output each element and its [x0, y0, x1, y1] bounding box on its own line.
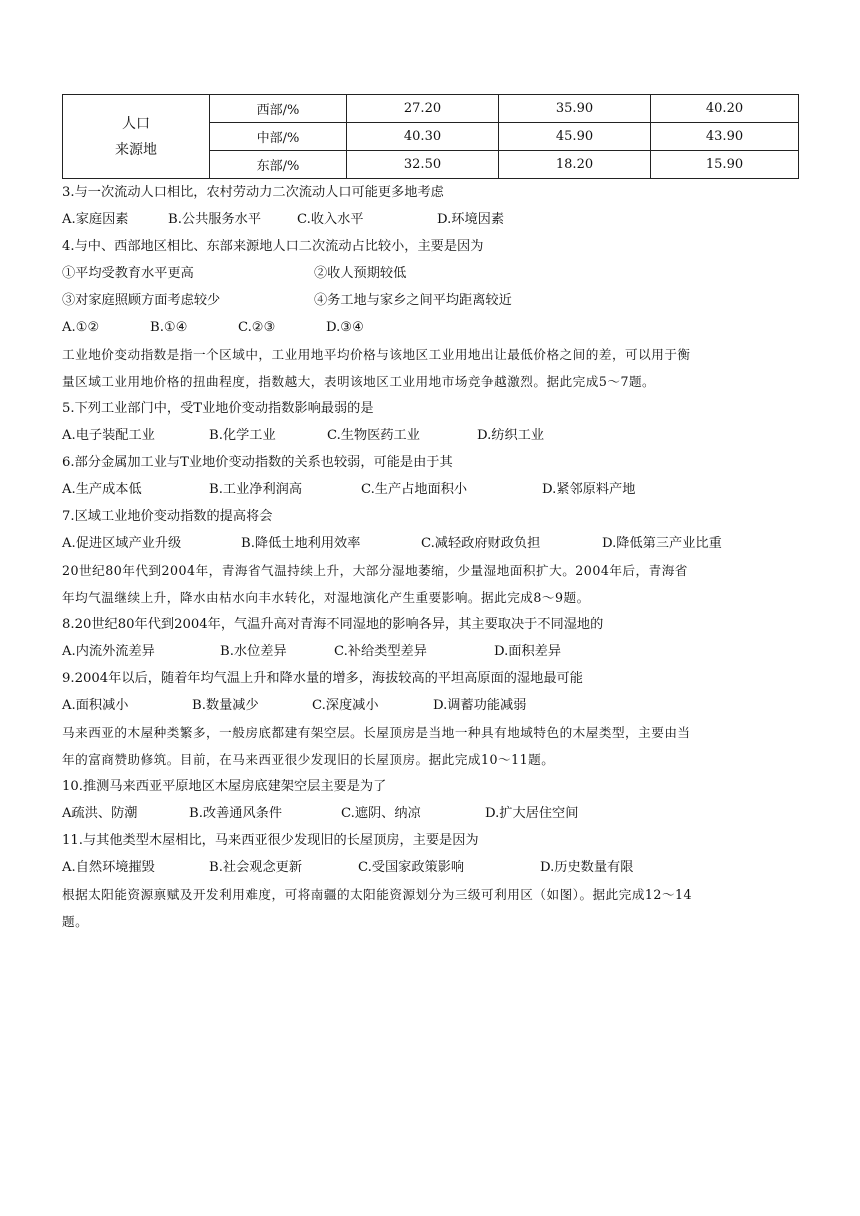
option-c[interactable]: C.生产占地面积小: [361, 482, 468, 497]
question-11-stem: 11.与其他类型木屋相比，马来西亚很少发现旧的长屋顶房，主要是因为: [62, 833, 479, 848]
option-d[interactable]: D.环境因素: [437, 212, 505, 227]
option-c[interactable]: C.减轻政府财政负担: [421, 536, 541, 551]
question-4-stem: 4.与中、西部地区相比、东部来源地人口二次流动占比较小，主要是因为: [62, 239, 484, 254]
table-cell: 35.90: [499, 95, 651, 123]
option-c[interactable]: C.受国家政策影响: [358, 860, 465, 875]
option-a[interactable]: A.电子装配工业: [62, 428, 155, 443]
option-d[interactable]: D.历史数量有限: [540, 860, 634, 875]
option-b[interactable]: B.数量减少: [192, 698, 259, 713]
row-header-line: 来源地: [115, 141, 157, 158]
option-d[interactable]: D.降低第三产业比重: [602, 536, 722, 551]
option-c[interactable]: C.补给类型差异: [334, 644, 427, 659]
statement-2: ②收人预期较低: [314, 266, 407, 281]
option-a[interactable]: A.自然环境摧毁: [62, 860, 155, 875]
table-cell: 15.90: [651, 151, 799, 179]
passage-line: 题。: [62, 914, 89, 929]
option-b[interactable]: B.改善通风条件: [189, 806, 283, 821]
option-b[interactable]: B.公共服务水平: [168, 212, 262, 227]
option-d[interactable]: D.③④: [326, 320, 364, 335]
option-a[interactable]: A.生产成本低: [62, 482, 142, 497]
table-cell: 40.20: [651, 95, 799, 123]
option-b[interactable]: B.降低土地利用效率: [241, 536, 361, 551]
option-a[interactable]: A.面积减小: [62, 698, 129, 713]
question-9-options: [62, 692, 798, 719]
table-cell: 40.30: [347, 123, 499, 151]
option-a[interactable]: A.家庭因素: [62, 212, 129, 227]
question-10-stem: 10.推测马来西亚平原地区木屋房底建架空层主要是为了: [62, 779, 387, 794]
passage-line: 马来西亚的木屋种类繁多，一般房底都建有架空层。长屋顶房是当地一种具有地域特色的木屋类型，主要由当: [62, 725, 691, 740]
table-cell: 18.20: [499, 151, 651, 179]
question-7-options: [62, 530, 798, 557]
question-3-options: [62, 206, 798, 233]
option-a[interactable]: A疏洪、防潮: [62, 806, 138, 821]
table-cell-label: 东部/%: [210, 151, 347, 179]
option-c[interactable]: C.收入水平: [297, 212, 364, 227]
option-b[interactable]: B.化学工业: [209, 428, 276, 443]
question-6-options: [62, 476, 798, 503]
option-d[interactable]: D.面积差异: [494, 644, 562, 659]
option-d[interactable]: D.扩大居住空间: [485, 806, 579, 821]
question-11-options: [62, 854, 798, 881]
table-cell: 45.90: [499, 123, 651, 151]
option-c[interactable]: C.遮阴、纳凉: [341, 806, 421, 821]
option-b[interactable]: B.①④: [150, 320, 188, 335]
question-9-stem: 9.2004年以后，随着年均气温上升和降水量的增多，海拔较高的平坦高原面的湿地最可能: [62, 671, 583, 686]
question-5-options: [62, 422, 798, 449]
passage-line: 年的富商赞助修筑。目前，在马来西亚很少发现旧的长屋顶房。据此完成10～11题。: [62, 752, 555, 767]
passage-line: 根据太阳能资源禀赋及开发利用难度，可将南疆的太阳能资源划分为三级可利用区（如图）。据此完成12～14: [62, 887, 693, 902]
row-header-line: 人口: [122, 115, 150, 132]
question-7-stem: 7.区域工业地价变动指数的提高将会: [62, 509, 273, 524]
option-d[interactable]: D.纺织工业: [477, 428, 545, 443]
option-b[interactable]: B.社会观念更新: [209, 860, 303, 875]
table-cell: 43.90: [651, 123, 799, 151]
option-a[interactable]: A.内流外流差异: [62, 644, 155, 659]
table-row: [63, 95, 799, 123]
question-10-options: [62, 800, 798, 827]
passage-line: 工业地价变动指数是指一个区域中，工业用地平均价格与该地区工业用地出让最低价格之间的差，可以用于衡: [62, 347, 691, 362]
question-8-stem: 8.20世纪80年代到2004年，气温升高对青海不同湿地的影响各异，其主要取决于不同湿地的: [62, 617, 604, 632]
option-a[interactable]: A.促进区域产业升级: [62, 536, 182, 551]
table-row-header: [63, 95, 210, 179]
option-b[interactable]: B.工业净利润高: [209, 482, 303, 497]
option-d[interactable]: D.调蓄功能减弱: [433, 698, 527, 713]
statement-4: ④务工地与家乡之间平均距离较近: [314, 293, 512, 308]
option-c[interactable]: C.深度减小: [312, 698, 379, 713]
passage-line: 20世纪80年代到2004年，青海省气温持续上升，大部分湿地萎缩，少量湿地面积扩大。2004年后，青海省: [62, 563, 688, 578]
passage-line: 量区域工业用地价格的扭曲程度，指数越大，表明该地区工业用地市场竞争越激烈。据此完成5～7题。: [62, 374, 656, 389]
option-c[interactable]: C.生物医药工业: [327, 428, 420, 443]
option-d[interactable]: D.紧邻原料产地: [542, 482, 636, 497]
exam-page: [62, 94, 798, 935]
option-c[interactable]: C.②③: [238, 320, 276, 335]
question-8-options: [62, 638, 798, 665]
table-cell: 27.20: [347, 95, 499, 123]
question-5-stem: 5.下列工业部门中，受T业地价变动指数影响最弱的是: [62, 401, 374, 416]
table-cell-label: 中部/%: [210, 123, 347, 151]
question-6-stem: 6.部分金属加工业与T业地价变动指数的关系也较弱，可能是由于其: [62, 455, 453, 470]
passage-line: 年均气温继续上升，降水由枯水向丰水转化，对湿地演化产生重要影响。据此完成8～9题。: [62, 590, 590, 605]
population-source-table: [62, 94, 799, 179]
question-4-options: [62, 314, 798, 341]
statement-3: ③对家庭照顾方面考虑较少: [62, 293, 221, 308]
table-cell-label: 西部/%: [210, 95, 347, 123]
option-a[interactable]: A.①②: [62, 320, 100, 335]
question-4-items: [62, 260, 798, 287]
statement-1: ①平均受教育水平更高: [62, 266, 194, 281]
question-4-items: [62, 287, 798, 314]
table-cell: 32.50: [347, 151, 499, 179]
option-b[interactable]: B.水位差异: [220, 644, 287, 659]
question-3-stem: 3.与一次流动人口相比，农村劳动力二次流动人口可能更多地考虑: [62, 185, 444, 200]
